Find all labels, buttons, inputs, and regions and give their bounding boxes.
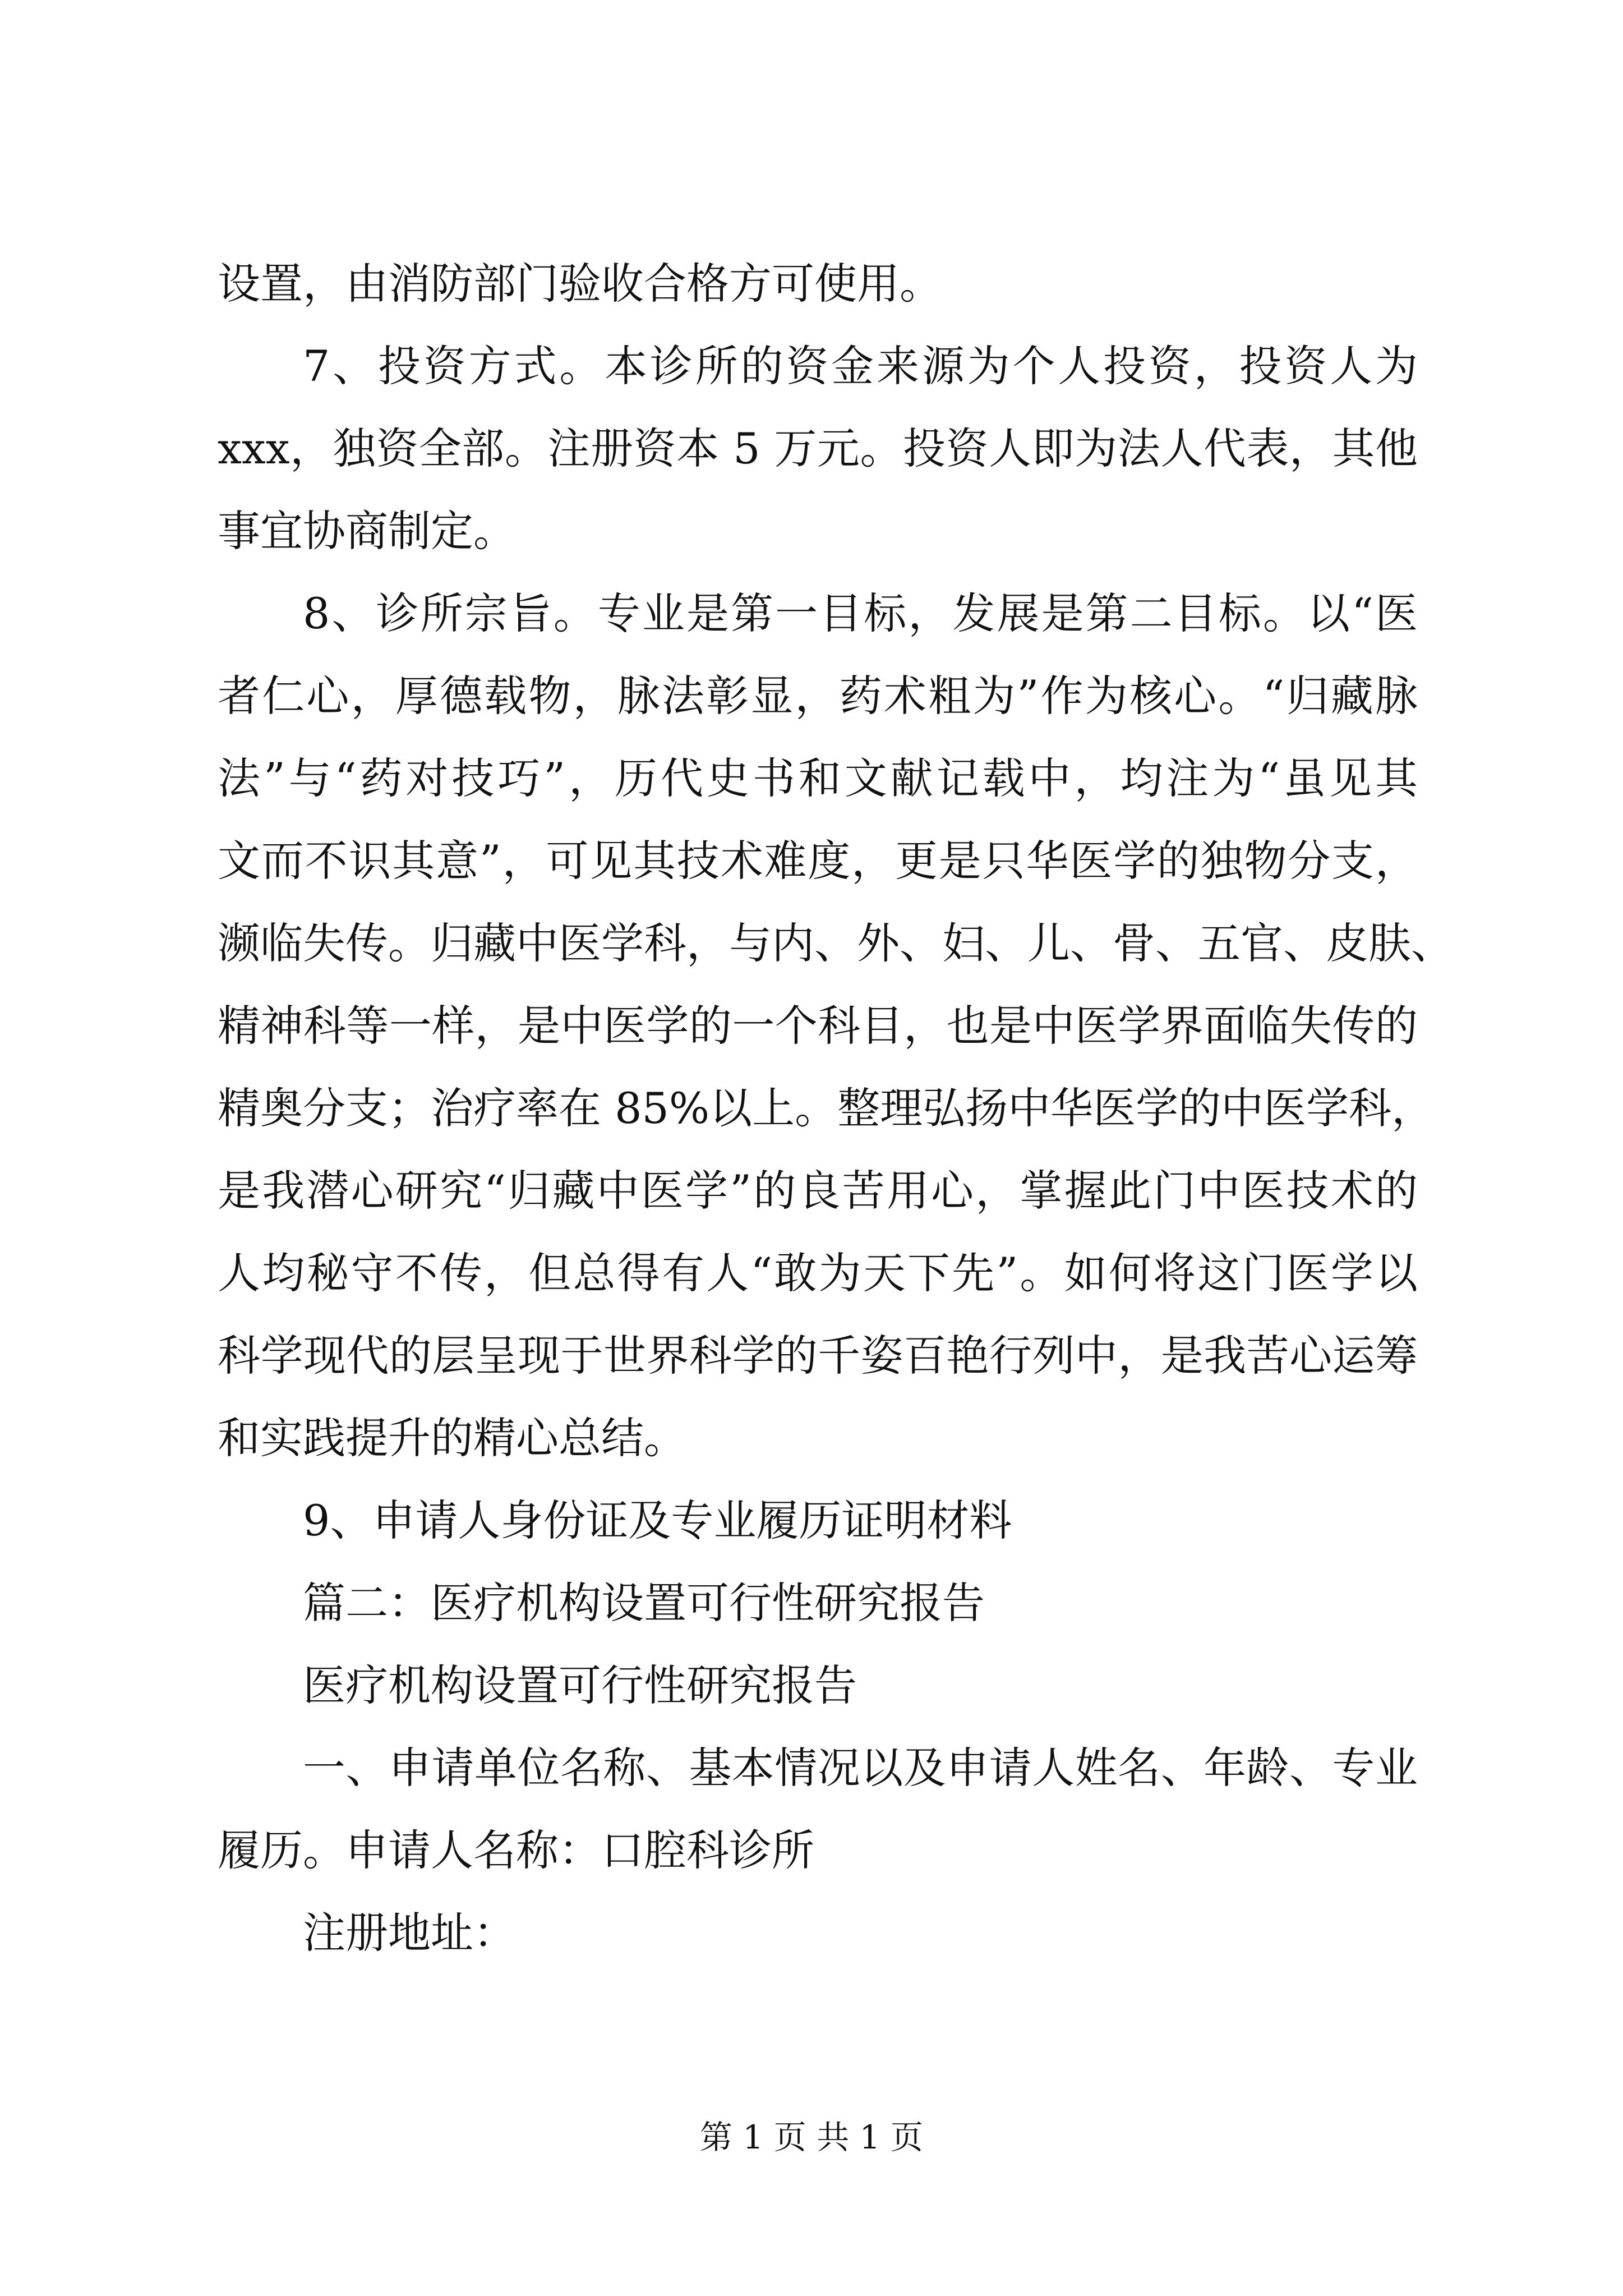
text-line: 是我潜心研究“归藏中医学”的良苦用心，掌握此门中医技术的	[218, 1166, 1418, 1216]
text-line: 者仁心，厚德载物，脉法彰显，药术粗为”作为核心。“归藏脉	[218, 671, 1418, 721]
text-line: 7、投资方式。本诊所的资金来源为个人投资，投资人为	[303, 341, 1418, 391]
text-line: 履历。申请人名称：口腔科诊所	[218, 1825, 814, 1875]
text-line: 8、诊所宗旨。专业是第一目标，发展是第二目标。以“医	[303, 588, 1418, 638]
section-heading: 篇二：医疗机构设置可行性研究报告	[303, 1578, 985, 1628]
text-line: xxx，独资全部。注册资本 5 万元。投资人即为法人代表，其他	[218, 424, 1418, 473]
report-title: 医疗机构设置可行性研究报告	[303, 1660, 857, 1710]
text-line: 设置，由消防部门验收合格方可使用。	[218, 259, 942, 309]
text-line: 和实践提升的精心总结。	[218, 1413, 686, 1463]
text-line: 精神科等一样，是中医学的一个科目，也是中医学界面临失传的	[218, 1001, 1418, 1051]
text-line: 事宜协商制定。	[218, 506, 516, 556]
text-line: 法”与“药对技巧”，历代史书和文献记载中，均注为“虽见其	[218, 753, 1418, 803]
text-line: 文而不识其意”，可见其技术难度，更是只华医学的独物分支，	[218, 836, 1418, 886]
text-line: 9、申请人身份证及专业履历证明材料	[303, 1496, 1012, 1545]
text-line: 注册地址：	[303, 1908, 516, 1958]
document-body	[218, 242, 1454, 1974]
text-line: 一、申请单位名称、基本情况以及申请人姓名、年龄、专业	[303, 1743, 1418, 1793]
text-line: 科学现代的层呈现于世界科学的千姿百艳行列中，是我苦心运筹	[218, 1331, 1418, 1381]
page-footer: 第 1 页 共 1 页	[700, 2118, 923, 2156]
text-line: 精奥分支；治疗率在 85%以上。整理弘扬中华医学的中医学科，	[218, 1083, 1435, 1133]
text-line: 人均秘守不传，但总得有人“敢为天下先”。如何将这门医学以	[218, 1248, 1418, 1298]
text-line: 濒临失传。归藏中医学科，与内、外、妇、儿、骨、五官、皮肤、	[218, 918, 1454, 968]
